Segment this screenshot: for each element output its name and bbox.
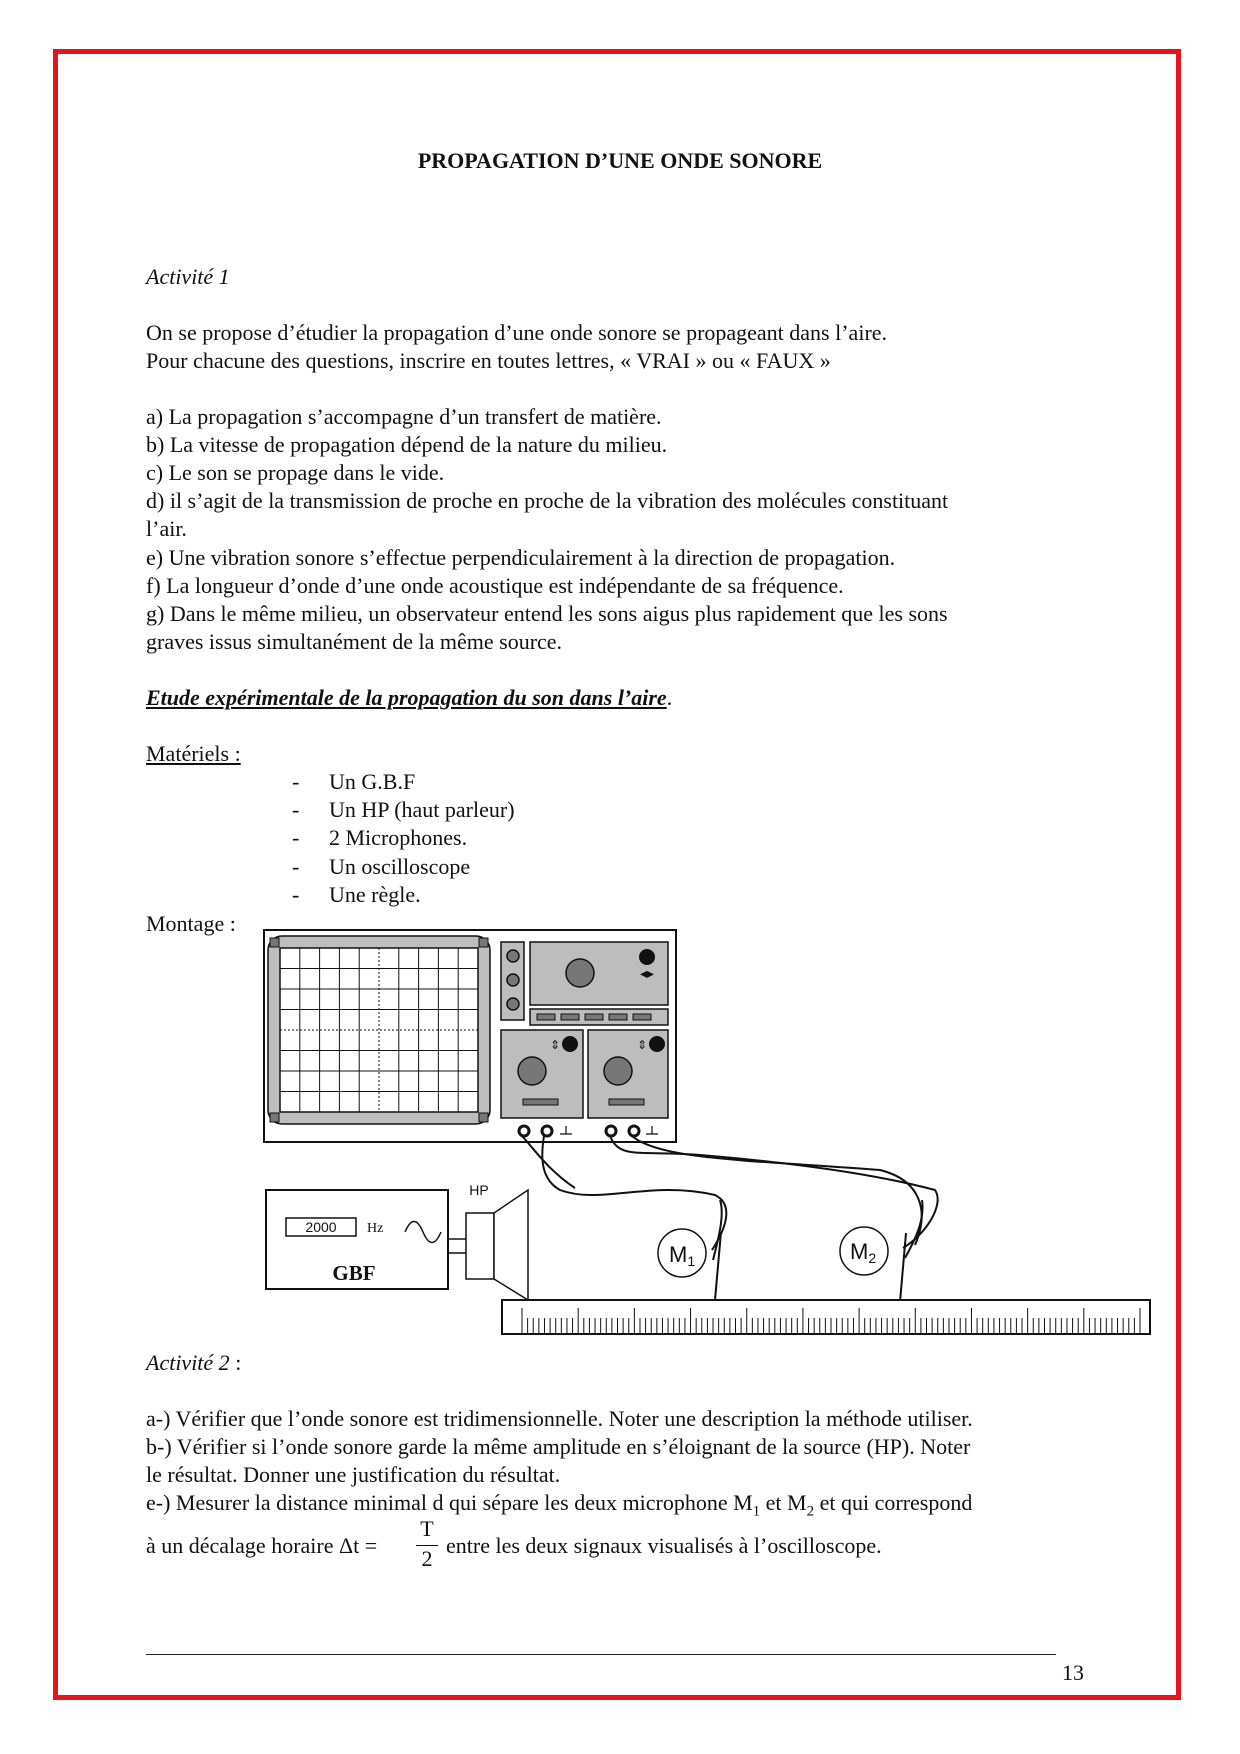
- m1-label: M1: [669, 1242, 696, 1269]
- activite2-heading-text: Activité 2: [146, 1350, 230, 1375]
- question-d-cont: l’air.: [146, 516, 187, 541]
- activite1-heading: Activité 1: [146, 264, 230, 289]
- materiels-label: Matériels :: [146, 741, 241, 766]
- activite2-heading-end: :: [229, 1350, 242, 1375]
- page-title: PROPAGATION D’UNE ONDE SONORE: [417, 148, 823, 173]
- m2-label: M2: [850, 1239, 877, 1266]
- fraction-numerator: T: [420, 1516, 434, 1541]
- svg-text:◂▸: ◂▸: [639, 965, 655, 981]
- hp-label: HP: [469, 1182, 489, 1198]
- question-a: a) La propagation s’accompagne d’un transfert de matière.: [146, 404, 662, 429]
- gbf-frequency-value: 2000: [305, 1219, 337, 1235]
- oscilloscope: [264, 930, 676, 1142]
- activite2-e-line2-post: entre les deux signaux visualisés à l’oscilloscope.: [446, 1533, 882, 1558]
- activite2-e-line2-pre: à un décalage horaire Δt =: [146, 1533, 378, 1558]
- activite2-heading: [146, 1349, 241, 1377]
- bullet: -: [292, 797, 300, 822]
- footer-rule: [146, 1654, 1056, 1655]
- question-c: c) Le son se propage dans le vide.: [146, 460, 445, 485]
- svg-text:⇕: ⇕: [549, 1038, 561, 1052]
- gbf-label: GBF: [332, 1261, 376, 1285]
- e-sub-2: 2: [806, 1503, 815, 1520]
- bullet: -: [292, 769, 300, 794]
- e-text-3: et qui correspond: [814, 1490, 973, 1515]
- intro-line-1: On se propose d’étudier la propagation d’une onde sonore se propageant dans l’aire.: [146, 320, 888, 345]
- question-d: d) il s’agit de la transmission de proche en proche de la vibration des molécules constituant: [146, 488, 949, 513]
- svg-text:⇕: ⇕: [636, 1038, 648, 1052]
- activite2-b-line1: b-) Vérifier si l’onde sonore garde la même amplitude en s’éloignant de la source (HP). Noter: [146, 1434, 971, 1459]
- bullet: -: [292, 882, 300, 907]
- materiel-item-hp: Un HP (haut parleur): [329, 797, 515, 822]
- activite2-e-line1: [146, 1489, 973, 1520]
- bullet: -: [292, 825, 300, 850]
- materiel-item-regle: Une règle.: [329, 882, 421, 907]
- etude-heading-text: Etude expérimentale de la propagation du son dans l’aire: [146, 685, 667, 710]
- ruler: [502, 1300, 1150, 1334]
- materiel-item-microphones: 2 Microphones.: [329, 825, 468, 850]
- etude-heading-end: .: [666, 685, 673, 710]
- e-text-1: e-) Mesurer la distance minimal d qui sépare les deux microphone M: [146, 1490, 753, 1515]
- question-f: f) La longueur d’onde d’une onde acoustique est indépendante de sa fréquence.: [146, 573, 844, 598]
- speaker-icon: [448, 1190, 528, 1300]
- bullet: -: [292, 854, 300, 879]
- question-b: b) La vitesse de propagation dépend de la nature du milieu.: [146, 432, 668, 457]
- page-number: 13: [1062, 1660, 1084, 1685]
- question-g-cont: graves issus simultanément de la même source.: [146, 629, 563, 654]
- e-sub-1: 1: [752, 1503, 761, 1520]
- gbf-frequency-unit: Hz: [367, 1221, 384, 1236]
- question-g: g) Dans le même milieu, un observateur entend les sons aigus plus rapidement que les sons: [146, 601, 948, 626]
- fraction-denominator: 2: [421, 1546, 433, 1571]
- montage-label: Montage :: [146, 911, 236, 936]
- intro-line-2: Pour chacune des questions, inscrire en toutes lettres, « VRAI » ou « FAUX »: [146, 348, 831, 373]
- question-e: e) Une vibration sonore s’effectue perpendiculairement à la direction de propagation.: [146, 545, 896, 570]
- materiel-item-gbf: Un G.B.F: [329, 769, 416, 794]
- e-text-2: et M: [760, 1490, 807, 1515]
- activite2-b-line2: le résultat. Donner une justification du résultat.: [146, 1462, 561, 1487]
- activite2-a: a-) Vérifier que l’onde sonore est tridimensionnelle. Noter une description la méthode utiliser.: [146, 1406, 973, 1431]
- materiel-item-oscilloscope: Un oscilloscope: [329, 854, 471, 879]
